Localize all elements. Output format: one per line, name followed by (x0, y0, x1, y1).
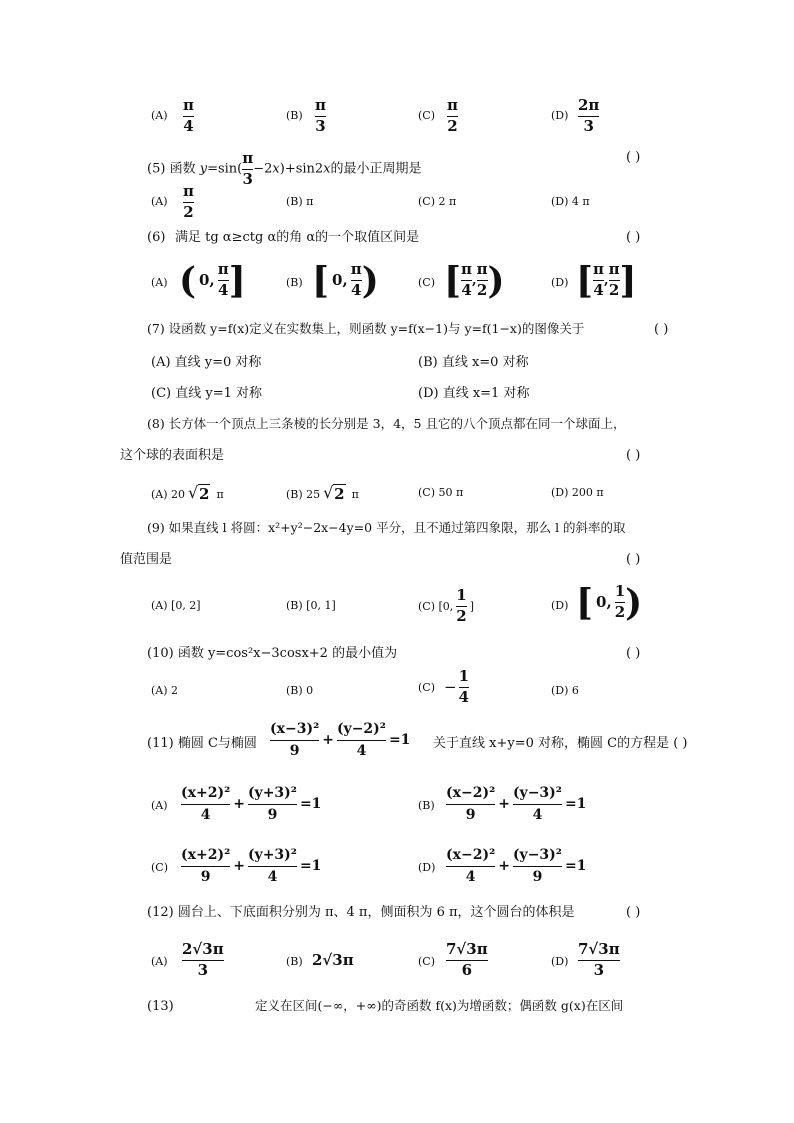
q4-option-d-fraction (578, 98, 599, 134)
close-bracket: ] (619, 260, 637, 302)
q5-option-b: (B) π (286, 195, 314, 208)
denominator: 3 (242, 170, 253, 188)
numerator: π (183, 96, 194, 114)
radicand: 2 (334, 485, 345, 503)
term-1 (181, 786, 230, 822)
comma: , (604, 272, 609, 288)
q6-answer-paren: ( ) (626, 230, 641, 245)
q11-option-a-label: (A) (151, 799, 168, 812)
pi: π (216, 488, 224, 501)
q13-stem: 定义在区间(−∞，+∞)的奇函数 f(x)为增函数；偶函数 g(x)在区间 (255, 998, 624, 1013)
q7-option-b: (B) 直线 x=0 对称 (418, 355, 529, 370)
term-2 (337, 722, 386, 758)
numerator: (y−3)² (512, 785, 562, 801)
denominator: 4 (461, 281, 472, 299)
numerator: (y−2)² (336, 721, 386, 737)
q5-option-d: (D) 4 π (551, 195, 590, 208)
comma: , (472, 272, 477, 288)
q12-option-a-label: (A) (151, 955, 168, 968)
plus: + (322, 732, 334, 749)
denominator: 3 (197, 961, 209, 979)
q11-option-c-equation (181, 848, 324, 884)
q12-option-c-fraction (446, 942, 488, 978)
q5-var-x: x (272, 161, 280, 177)
q10-stem: (10) 函数 y=cos²x−3cosx+2 的最小值为 (147, 646, 398, 661)
sqrt (188, 487, 210, 502)
q13-number: (13) (147, 999, 174, 1014)
q11-option-d-equation (446, 848, 589, 884)
q6-option-b-interval (312, 260, 379, 302)
q12-option-b-label: (B) (286, 955, 303, 968)
q5-pre: 函数 (169, 161, 196, 177)
numerator: (x−3)² (270, 721, 320, 737)
denominator: 3 (583, 117, 594, 135)
q6-stem: 满足 tg α≥ctg α的角 α的一个取值区间是 (175, 230, 420, 245)
numerator: (y+3)² (247, 785, 297, 801)
numerator: π (217, 260, 229, 278)
radicand: 2 (199, 485, 210, 503)
term-2 (248, 848, 297, 884)
close-bracket: ] (228, 260, 246, 302)
q7-option-a: (A) 直线 y=0 对称 (151, 355, 262, 370)
q12-answer-paren: ( ) (626, 905, 641, 920)
q6-option-a-label: (A) (151, 276, 168, 289)
q6-option-c-interval (444, 260, 505, 302)
close-bracket: ) (625, 582, 643, 624)
q5-option-c: (C) 2 π (418, 195, 457, 208)
denominator: 3 (315, 117, 326, 135)
plus: + (498, 858, 510, 875)
q8-option-b (286, 487, 359, 502)
numerator: (x−2)² (446, 785, 496, 801)
q4-option-b-label: (B) (286, 109, 303, 122)
q9-option-d-interval (576, 582, 643, 624)
q5-fraction (242, 151, 253, 187)
numerator: (y+3)² (247, 847, 297, 863)
q7-answer-paren: ( ) (654, 322, 669, 337)
numerator: (x+2)² (181, 847, 231, 863)
denominator: 9 (267, 806, 278, 823)
q5-option-a-fraction (183, 184, 194, 220)
q9-option-d-label: (D) (551, 599, 569, 612)
label: (B) 25 (286, 488, 321, 501)
open-bracket: [ (444, 260, 462, 302)
q8-stem-line-1: (8) 长方体一个顶点上三条棱的长分别是 3，4，5 且它的八个顶点都在同一个球面上， (147, 416, 626, 431)
open-bracket: [ (312, 260, 330, 302)
q12-option-d-fraction (578, 942, 620, 978)
q10-answer-paren: ( ) (626, 646, 641, 661)
q8-option-c: (C) 50 π (418, 486, 464, 499)
denominator: 4 (217, 281, 229, 299)
denominator: 4 (183, 117, 194, 135)
denominator: 4 (267, 868, 278, 885)
q4-option-c-label: (C) (418, 109, 435, 122)
denominator: 4 (465, 868, 476, 885)
denominator: 2 (614, 603, 626, 621)
zero: 0, (596, 592, 612, 611)
denominator: 9 (200, 868, 211, 885)
q6-option-c-label: (C) (418, 276, 435, 289)
q10-option-a: (A) 2 (151, 684, 179, 697)
fraction (218, 262, 229, 298)
numerator: (x−2)² (446, 847, 496, 863)
numerator: 7√3π (578, 940, 620, 958)
denominator: 4 (593, 281, 604, 299)
q10-option-c-value (444, 669, 469, 705)
q4-option-a-label: (A) (151, 109, 168, 122)
q9-option-c (418, 588, 474, 624)
q4-option-c-fraction (447, 98, 458, 134)
numerator: 1 (614, 582, 626, 600)
q6-option-b-label: (B) (286, 276, 303, 289)
denominator: 9 (289, 742, 300, 759)
q12-option-b-value: 2√3π (312, 951, 354, 969)
denominator: 4 (458, 688, 470, 706)
q12-option-a-fraction (182, 942, 224, 978)
plus: + (233, 858, 245, 875)
open-bracket: [ (576, 260, 594, 302)
label: (C) [0, (418, 599, 454, 613)
numerator: π (608, 260, 620, 278)
numerator: 7√3π (446, 940, 488, 958)
denominator: 6 (461, 961, 473, 979)
q7-option-c: (C) 直线 y=1 对称 (151, 386, 262, 401)
denominator: 4 (200, 806, 211, 823)
fraction (459, 669, 469, 705)
q11-option-b-equation (446, 786, 589, 822)
denominator: 9 (465, 806, 476, 823)
fraction-1 (461, 262, 472, 298)
pi: π (351, 488, 359, 501)
q9-option-a: (A) [0, 2] (151, 599, 201, 612)
equals-one: =1 (564, 796, 587, 813)
q5-post1: )+sin2 (279, 161, 324, 177)
q6-option-a-interval (179, 260, 246, 302)
q7-stem: (7) 设函数 y=f(x)定义在实数集上，则函数 y=f(x−1)与 y=f(1−x)的图像关于 (147, 321, 585, 336)
q4-option-b-fraction (315, 98, 326, 134)
q5-var-y: y (199, 161, 208, 177)
close-bracket: ) (361, 260, 379, 302)
denominator: 2 (447, 117, 458, 135)
term-1 (446, 848, 495, 884)
q8-option-a (151, 487, 224, 502)
q5-var-x2: x (323, 161, 331, 177)
q11-option-c-label: (C) (151, 861, 168, 874)
q11-stem-pre: (11) 椭圆 C与椭圆 (147, 736, 257, 751)
q9-answer-paren: ( ) (626, 552, 641, 567)
denominator: 2 (608, 281, 620, 299)
plus: + (233, 796, 245, 813)
numerator: 2π (578, 96, 600, 114)
equals-one: =1 (388, 732, 411, 749)
term-2 (513, 848, 562, 884)
term-2 (513, 786, 562, 822)
denominator: 4 (350, 281, 362, 299)
denominator: 2 (476, 281, 488, 299)
q10-option-d: (D) 6 (551, 684, 579, 697)
q5-sin: =sin( (207, 161, 243, 177)
denominator: 9 (532, 868, 543, 885)
numerator: π (447, 96, 458, 114)
q9-option-b: (B) [0, 1] (286, 599, 336, 612)
numerator: π (350, 260, 362, 278)
q11-ellipse-equation (270, 722, 413, 758)
plus: + (498, 796, 510, 813)
q6-number: (6) (147, 230, 166, 245)
term-1 (181, 848, 230, 884)
denominator: 3 (593, 961, 605, 979)
q8-answer-paren: ( ) (626, 448, 641, 463)
denominator: 4 (532, 806, 543, 823)
minus: − (444, 677, 457, 696)
numerator: (x+2)² (181, 785, 231, 801)
equals-one: =1 (299, 796, 322, 813)
q5-answer-paren: ( ) (626, 150, 641, 165)
q9-stem-line-2: 值范围是 (120, 552, 173, 567)
fraction (351, 262, 362, 298)
q12-option-c-label: (C) (418, 955, 435, 968)
term-1 (270, 722, 319, 758)
q7-option-d: (D) 直线 x=1 对称 (418, 386, 530, 401)
zero: 0, (199, 270, 215, 289)
q4-option-d-label: (D) (551, 109, 569, 122)
denominator: 4 (356, 742, 367, 759)
equals-one: =1 (564, 858, 587, 875)
q12-stem: (12) 圆台上、下底面积分别为 π、4 π，侧面积为 6 π，这个圆台的体积是 (147, 905, 575, 920)
numerator: π (242, 149, 254, 167)
q4-option-a-fraction (183, 98, 194, 134)
q6-option-d-label: (D) (551, 276, 569, 289)
q11-option-a-equation (181, 786, 324, 822)
q11-option-b-label: (B) (418, 799, 435, 812)
numerator: π (476, 260, 488, 278)
equals-one: =1 (299, 858, 322, 875)
label: (A) 20 (151, 488, 186, 501)
term-2 (248, 786, 297, 822)
q8-option-d: (D) 200 π (551, 486, 604, 499)
fraction (615, 584, 625, 620)
numerator: 2√3π (182, 940, 224, 958)
numerator: π (315, 96, 326, 114)
zero: 0, (332, 270, 348, 289)
q5-option-a-label: (A) (151, 195, 168, 208)
fraction-2 (477, 262, 488, 298)
open-bracket: [ (576, 582, 594, 624)
numerator: 1 (456, 586, 467, 604)
denominator: 2 (183, 203, 194, 221)
close-bracket: ] (469, 599, 475, 613)
open-bracket: ( (179, 260, 197, 302)
close-bracket: ) (487, 260, 505, 302)
q10-option-c-label: (C) (418, 681, 435, 694)
fraction (456, 588, 466, 624)
q6-option-d-interval (576, 260, 637, 302)
fraction-2 (609, 262, 620, 298)
q10-option-b: (B) 0 (286, 684, 314, 697)
numerator: π (593, 260, 605, 278)
q12-option-d-label: (D) (551, 955, 569, 968)
term-1 (446, 786, 495, 822)
numerator: π (183, 182, 194, 200)
fraction-1 (593, 262, 604, 298)
q5-number: (5) (147, 161, 166, 177)
numerator: 1 (458, 667, 470, 685)
q8-stem-line-2: 这个球的表面积是 (120, 448, 225, 463)
numerator: π (461, 260, 473, 278)
q11-option-d-label: (D) (418, 861, 436, 874)
q5-post2: 的最小正周期是 (330, 161, 422, 177)
q9-stem-line-1: (9) 如果直线 l 将圆：x²+y²−2x−4y=0 平分，且不通过第四象限，那么 l 的斜率的取 (147, 520, 626, 535)
denominator: 2 (456, 607, 467, 625)
numerator: (y−3)² (512, 847, 562, 863)
q11-stem-post: 关于直线 x+y=0 对称，椭圆 C的方程是 ( ) (433, 736, 688, 751)
q5-mid: −2 (253, 161, 273, 177)
sqrt (323, 487, 345, 502)
